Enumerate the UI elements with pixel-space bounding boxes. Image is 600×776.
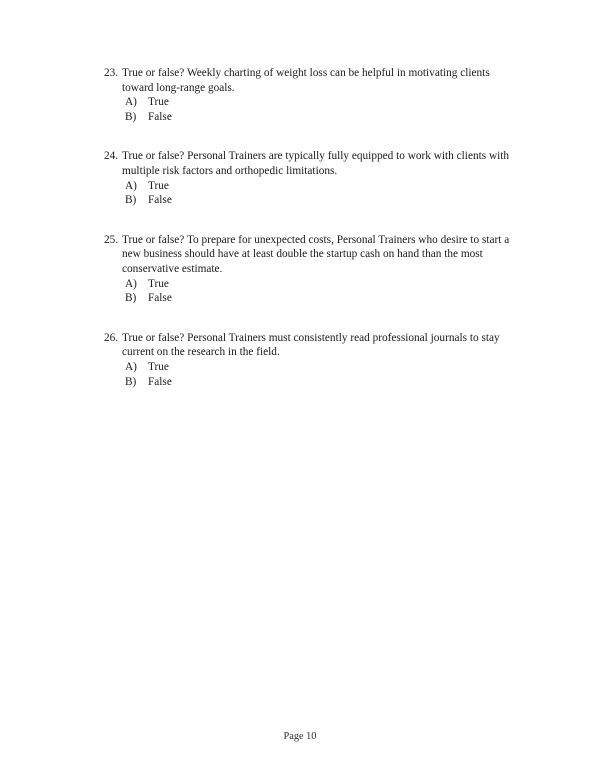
question-line: current on the research in the field.: [122, 346, 280, 359]
option-list: [104, 179, 540, 208]
option-item-b[interactable]: [125, 110, 540, 125]
option-list: [104, 360, 540, 389]
question-line: True or false? To prepare for unexpected costs, Personal Trainers who desire to start a: [122, 233, 510, 246]
option-letter: A): [125, 96, 137, 109]
question-block: [104, 331, 540, 389]
option-label: True: [148, 96, 169, 109]
question-line: conservative estimate.: [122, 262, 223, 275]
question-line: new business should have at least double the startup cash on hand than the most: [122, 248, 483, 261]
option-letter: B): [125, 375, 137, 388]
option-letter: B): [125, 292, 137, 305]
question-line: True or false? Weekly charting of weight loss can be helpful in motivating clients: [122, 67, 490, 79]
option-list: [104, 277, 540, 306]
question-text: [122, 331, 540, 360]
option-label: False: [148, 375, 172, 388]
question-row: [104, 66, 540, 95]
question-text: [122, 66, 540, 95]
option-label: True: [148, 179, 169, 192]
option-item-a[interactable]: [125, 277, 540, 292]
option-letter: A): [125, 360, 137, 373]
option-item-a[interactable]: [125, 95, 540, 110]
question-row: [104, 331, 540, 360]
option-list: [104, 95, 540, 124]
option-letter: A): [125, 179, 137, 192]
option-label: True: [148, 360, 169, 373]
question-line: toward long-range goals.: [122, 81, 235, 94]
option-label: False: [148, 292, 172, 305]
question-text: [122, 233, 540, 277]
questions-container: [104, 66, 540, 389]
question-number: 26.: [104, 331, 119, 344]
option-label: False: [148, 110, 172, 123]
question-number: 24.: [104, 150, 119, 163]
question-line: True or false? Personal Trainers are typically fully equipped to work with clients with: [122, 150, 510, 163]
option-item-a[interactable]: [125, 179, 540, 194]
option-letter: A): [125, 277, 137, 290]
option-label: True: [148, 277, 169, 290]
question-row: [104, 233, 540, 277]
page-number-label: Page 10: [283, 731, 317, 742]
option-item-a[interactable]: [125, 360, 540, 375]
question-number: 25.: [104, 233, 119, 246]
question-block: [104, 233, 540, 306]
question-line: True or false? Personal Trainers must consistently read professional journals to stay: [122, 331, 500, 344]
question-text: [122, 149, 540, 178]
option-label: False: [148, 194, 172, 207]
question-row: [104, 149, 540, 178]
page-footer: [0, 730, 600, 743]
question-block: [104, 66, 540, 124]
option-item-b[interactable]: [125, 193, 540, 208]
question-number: 23.: [104, 67, 119, 79]
question-block: [104, 149, 540, 207]
question-line: multiple risk factors and orthopedic limitations.: [122, 164, 338, 177]
option-item-b[interactable]: [125, 291, 540, 306]
option-item-b[interactable]: [125, 375, 540, 390]
option-letter: B): [125, 194, 137, 207]
option-letter: B): [125, 110, 137, 123]
